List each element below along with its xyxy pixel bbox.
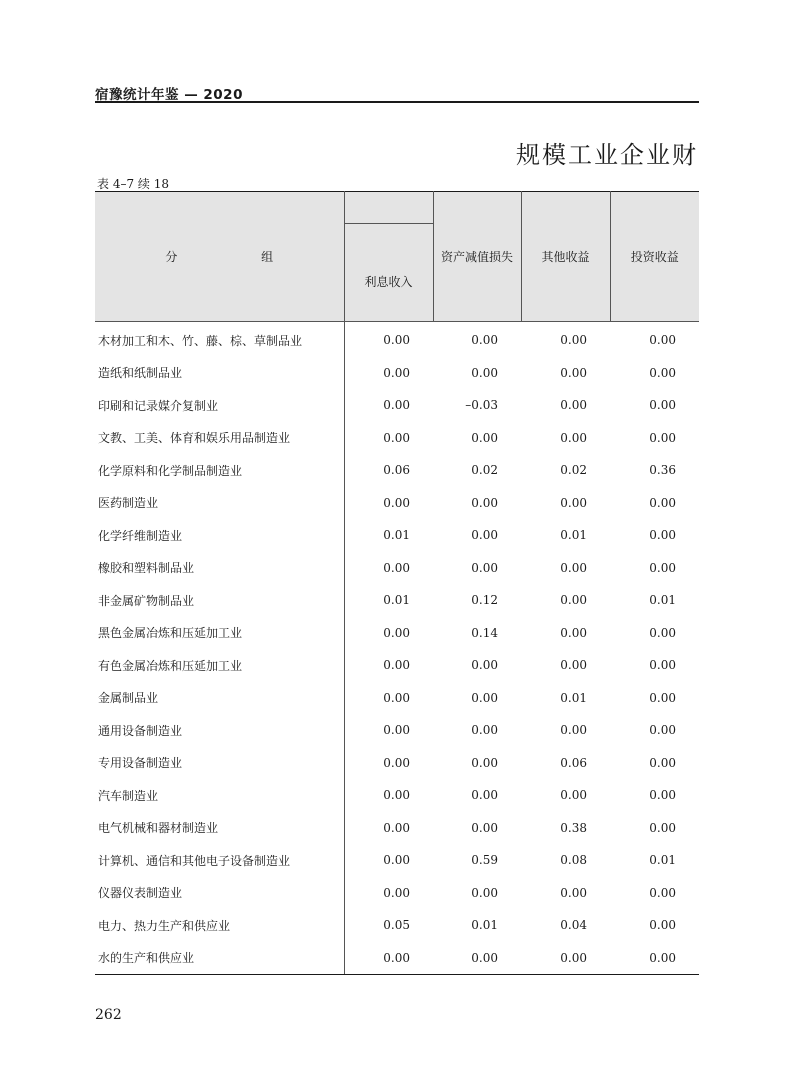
asset-impairment-loss-cell: 0.00	[471, 560, 498, 575]
asset-impairment-loss-cell: 0.00	[471, 528, 498, 543]
table-row	[95, 877, 699, 910]
investment-income-cell: 0.00	[649, 788, 676, 803]
table-row	[95, 747, 699, 780]
column-header-other-income: 其他收益	[521, 192, 610, 322]
table-body	[95, 322, 699, 975]
other-income-cell: 0.06	[560, 755, 587, 770]
other-income-cell: 0.01	[560, 690, 587, 705]
interest-income-cell: 0.00	[383, 853, 410, 868]
table-row	[95, 779, 699, 812]
interest-income-cell: 0.00	[383, 365, 410, 380]
interest-income-cell: 0.00	[344, 942, 433, 975]
other-income-cell: 0.00	[560, 723, 587, 738]
row-label: 木材加工和木、竹、藤、棕、草制品业	[95, 322, 344, 357]
table-row	[95, 812, 699, 845]
asset-impairment-loss-cell: 0.00	[471, 430, 498, 445]
table-row	[95, 617, 699, 650]
column-header-investment-income: 投资收益	[610, 192, 699, 322]
asset-impairment-loss-cell: 0.00	[471, 495, 498, 510]
other-income-cell: 0.00	[560, 788, 587, 803]
financial-table	[95, 191, 699, 975]
investment-income-cell: 0.00	[610, 942, 699, 975]
other-income-cell: 0.00	[521, 942, 610, 975]
other-income-cell: 0.00	[560, 560, 587, 575]
investment-income-cell: 0.00	[649, 528, 676, 543]
interest-income-cell: 0.00	[383, 885, 410, 900]
row-label: 电气机械和器材制造业	[95, 812, 344, 845]
column-header-group: 分 组	[95, 192, 344, 322]
asset-impairment-loss-cell: 0.00	[433, 942, 521, 975]
table-label: 表 4–7 续 18	[97, 177, 169, 191]
interest-income-cell: 0.00	[383, 398, 410, 413]
section-title: 规模工业企业财	[516, 141, 698, 169]
investment-income-cell: 0.00	[649, 365, 676, 380]
row-label: 非金属矿物制品业	[95, 584, 344, 617]
asset-impairment-loss-cell: 0.00	[471, 820, 498, 835]
investment-income-cell: 0.00	[649, 755, 676, 770]
asset-impairment-loss-cell: 0.00	[471, 690, 498, 705]
column-header-asset-impairment-loss: 资产减值损失	[433, 192, 521, 322]
asset-impairment-loss-cell: 0.00	[471, 333, 498, 348]
row-label: 通用设备制造业	[95, 714, 344, 747]
interest-income-cell: 0.00	[383, 625, 410, 640]
investment-income-cell: 0.00	[649, 918, 676, 933]
row-label: 印刷和记录媒介复制业	[95, 389, 344, 422]
investment-income-cell: 0.00	[649, 820, 676, 835]
other-income-cell: 0.00	[560, 495, 587, 510]
table-row	[95, 942, 699, 975]
interest-income-cell: 0.00	[383, 495, 410, 510]
investment-income-cell: 0.36	[649, 463, 676, 478]
row-label: 计算机、通信和其他电子设备制造业	[95, 844, 344, 877]
running-head: 宿豫统计年鉴 — 2020	[95, 87, 243, 103]
row-label: 黑色金属冶炼和压延加工业	[95, 617, 344, 650]
asset-impairment-loss-cell: 0.00	[471, 365, 498, 380]
asset-impairment-loss-cell: 0.00	[471, 788, 498, 803]
asset-impairment-loss-cell: 0.02	[471, 463, 498, 478]
other-income-cell: 0.01	[560, 528, 587, 543]
investment-income-cell: 0.00	[649, 495, 676, 510]
row-label: 橡胶和塑料制品业	[95, 552, 344, 585]
investment-income-cell: 0.00	[649, 690, 676, 705]
interest-income-cell: 0.00	[383, 723, 410, 738]
interest-income-cell: 0.00	[383, 658, 410, 673]
interest-income-cell: 0.00	[383, 788, 410, 803]
investment-income-cell: 0.01	[649, 853, 676, 868]
column-header-spanner	[344, 192, 433, 224]
other-income-cell: 0.08	[560, 853, 587, 868]
asset-impairment-loss-cell: 0.00	[471, 723, 498, 738]
investment-income-cell: 0.00	[649, 430, 676, 445]
asset-impairment-loss-cell: 0.00	[471, 885, 498, 900]
other-income-cell: 0.00	[560, 398, 587, 413]
other-income-cell: 0.00	[560, 885, 587, 900]
investment-income-cell: 0.00	[649, 333, 676, 348]
interest-income-cell: 0.01	[383, 528, 410, 543]
table-row	[95, 909, 699, 942]
investment-income-cell: 0.00	[649, 398, 676, 413]
other-income-cell: 0.02	[560, 463, 587, 478]
other-income-cell: 0.04	[560, 918, 587, 933]
row-label: 医药制造业	[95, 487, 344, 520]
table-row	[95, 844, 699, 877]
investment-income-cell: 0.00	[649, 658, 676, 673]
table-row	[95, 552, 699, 585]
other-income-cell: 0.00	[560, 625, 587, 640]
row-label: 文教、工美、体育和娱乐用品制造业	[95, 422, 344, 455]
interest-income-cell: 0.00	[383, 560, 410, 575]
page-number: 262	[95, 1007, 122, 1023]
interest-income-cell: 0.00	[383, 690, 410, 705]
interest-income-cell: 0.05	[383, 918, 410, 933]
table-row	[95, 584, 699, 617]
asset-impairment-loss-cell: 0.01	[471, 918, 498, 933]
other-income-cell: 0.00	[560, 430, 587, 445]
row-label: 造纸和纸制品业	[95, 357, 344, 390]
table-row	[95, 649, 699, 682]
investment-income-cell: 0.01	[649, 593, 676, 608]
table-row	[95, 714, 699, 747]
column-header-interest-income: 利息收入	[344, 224, 433, 322]
asset-impairment-loss-cell: 0.00	[471, 755, 498, 770]
investment-income-cell: 0.00	[649, 560, 676, 575]
row-label: 电力、热力生产和供应业	[95, 909, 344, 942]
table-row	[95, 682, 699, 715]
table-row	[95, 389, 699, 422]
interest-income-cell: 0.00	[383, 333, 410, 348]
other-income-cell: 0.00	[560, 593, 587, 608]
asset-impairment-loss-cell: –0.03	[465, 398, 498, 413]
interest-income-cell: 0.06	[383, 463, 410, 478]
other-income-cell: 0.00	[560, 333, 587, 348]
other-income-cell: 0.00	[560, 658, 587, 673]
investment-income-cell: 0.00	[649, 625, 676, 640]
interest-income-cell: 0.00	[383, 820, 410, 835]
row-label: 仪器仪表制造业	[95, 877, 344, 910]
interest-income-cell: 0.01	[383, 593, 410, 608]
interest-income-cell: 0.00	[383, 430, 410, 445]
row-label: 有色金属冶炼和压延加工业	[95, 649, 344, 682]
table-row	[95, 487, 699, 520]
other-income-cell: 0.00	[560, 365, 587, 380]
table-row	[95, 519, 699, 552]
row-label: 化学原料和化学制品制造业	[95, 454, 344, 487]
asset-impairment-loss-cell: 0.12	[471, 593, 498, 608]
table-row	[95, 322, 699, 357]
other-income-cell: 0.38	[560, 820, 587, 835]
asset-impairment-loss-cell: 0.59	[471, 853, 498, 868]
header-rule	[95, 101, 699, 103]
row-label: 化学纤维制造业	[95, 519, 344, 552]
table-row	[95, 454, 699, 487]
table-row	[95, 357, 699, 390]
investment-income-cell: 0.00	[649, 885, 676, 900]
table-row	[95, 422, 699, 455]
row-label: 水的生产和供应业	[95, 942, 344, 975]
row-label: 金属制品业	[95, 682, 344, 715]
asset-impairment-loss-cell: 0.00	[471, 658, 498, 673]
interest-income-cell: 0.00	[383, 755, 410, 770]
asset-impairment-loss-cell: 0.14	[471, 625, 498, 640]
row-label: 专用设备制造业	[95, 747, 344, 780]
investment-income-cell: 0.00	[649, 723, 676, 738]
row-label: 汽车制造业	[95, 779, 344, 812]
